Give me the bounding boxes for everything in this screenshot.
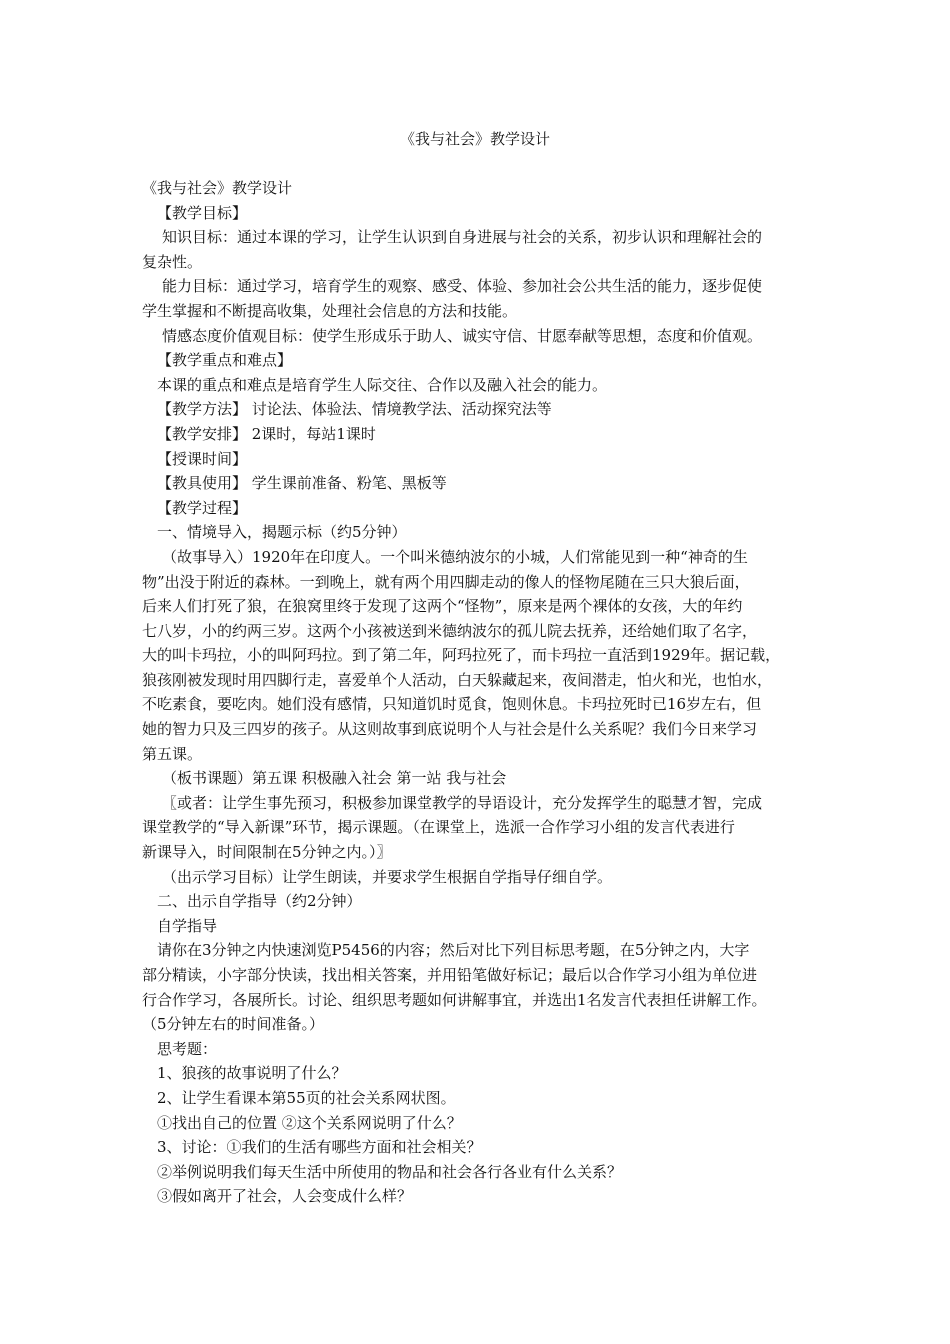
- text-line: 【教学过程】: [157, 498, 248, 517]
- text-line: 二、出示自学指导（约2分钟）: [157, 892, 362, 911]
- text-line: 大的叫卡玛拉，小的叫阿玛拉。到了第二年，阿玛拉死了，而卡玛拉一直活到1929年。据记载，: [142, 646, 781, 665]
- text-line: 一、情境导入，揭题示标（约5分钟）: [157, 523, 407, 542]
- text-line: （故事导入）1920年在印度人。一个叫米德纳波尔的小城，人们常能见到一种“神奇的生: [162, 547, 748, 566]
- text-line: 〖或者：让学生事先预习，积极参加课堂教学的导语设计，充分发挥学生的聪慧才智，完成: [162, 793, 763, 812]
- document-title: 《我与社会》教学设计: [399, 130, 550, 148]
- text-line: 新课导入，时间限制在5分钟之内。）〗: [142, 843, 392, 862]
- text-line: ③假如离开了社会，人会变成什么样？: [157, 1187, 413, 1206]
- text-line: 七八岁，小的约两三岁。这两个小孩被送到米德纳波尔的孤儿院去抚养，还给她们取了名字，: [142, 621, 758, 640]
- document-body: [142, 176, 814, 1209]
- text-line: 第五课。: [142, 744, 203, 763]
- text-line: 后来人们打死了狼，在狼窝里终于发现了这两个“怪物”，原来是两个裸体的女孩，大的年约: [142, 597, 743, 616]
- text-line: 【授课时间】: [157, 449, 248, 468]
- text-line: 学生掌握和不断提高收集，处理社会信息的方法和技能。: [142, 301, 518, 320]
- text-line: 1、狼孩的故事说明了什么？: [157, 1064, 347, 1083]
- text-line: 她的智力只及三四岁的孩子。从这则故事到底说明个人与社会是什么关系呢？我们今日来学习: [142, 720, 758, 739]
- text-line: 不吃素食，要吃肉。她们没有感情，只知道饥时觅食，饱则休息。卡玛拉死时已16岁左右，但: [142, 695, 762, 714]
- text-line: 行合作学习，各展所长。讨论、组织思考题如何讲解事宜，并选出1名发言代表担任讲解工作。: [142, 990, 767, 1009]
- text-line: 复杂性。: [142, 252, 203, 271]
- text-line: 自学指导: [157, 916, 218, 935]
- text-line: 物”出没于附近的森林。一到晚上，就有两个用四脚走动的像人的怪物尾随在三只大狼后面，: [142, 572, 750, 591]
- text-line: 【教具使用】 学生课前准备、粉笔、黑板等: [157, 474, 447, 493]
- text-line: 知识目标：通过本课的学习，让学生认识到自身进展与社会的关系，初步认识和理解社会的: [162, 228, 763, 247]
- text-line: 3、讨论：①我们的生活有哪些方面和社会相关？: [157, 1138, 482, 1157]
- text-line: 思考题：: [157, 1039, 218, 1058]
- text-line: （板书课题）第五课 积极融入社会 第一站 我与社会: [162, 769, 507, 788]
- text-line: 【教学方法】 讨论法、体验法、情境教学法、活动探究法等: [157, 400, 552, 419]
- text-line: 课堂教学的“导入新课”环节，揭示课题。（在课堂上，选派一合作学习小组的发言代表进行: [142, 818, 735, 837]
- text-line: 《我与社会》教学设计: [142, 179, 293, 197]
- text-line: 2、让学生看课本第55页的社会关系网状图。: [157, 1088, 456, 1107]
- text-line: ②举例说明我们每天生活中所使用的物品和社会各行各业有什么关系？: [157, 1162, 623, 1181]
- text-line: （出示学习目标）让学生朗读，并要求学生根据自学指导仔细自学。: [162, 867, 613, 886]
- text-line: 能力目标：通过学习，培育学生的观察、感受、体验、参加社会公共生活的能力，逐步促使: [162, 277, 763, 296]
- text-line: ①找出自己的位置 ②这个关系网说明了什么？: [157, 1113, 462, 1132]
- text-line: 部分精读，小字部分快读，找出相关答案，并用铅笔做好标记；最后以合作学习小组为单位进: [142, 966, 758, 984]
- text-line: 情感态度价值观目标：使学生形成乐于助人、诚实守信、甘愿奉献等思想，态度和价值观。: [162, 326, 763, 345]
- text-line: （5分钟左右的时间准备。）: [142, 1015, 325, 1034]
- text-line: 请你在3分钟之内快速浏览P5456的内容；然后对比下列目标思考题，在5分钟之内，大字: [157, 941, 750, 960]
- text-line: 【教学目标】: [157, 203, 248, 222]
- text-line: 狼孩刚被发现时用四脚行走，喜爱单个人活动，白天躲藏起来，夜间潜走，怕火和光，也怕水，: [142, 670, 773, 689]
- text-line: 本课的重点和难点是培育学生人际交往、合作以及融入社会的能力。: [157, 375, 608, 394]
- text-line: 【教学重点和难点】: [157, 351, 293, 370]
- text-line: 【教学安排】 2课时，每站1课时: [157, 424, 376, 443]
